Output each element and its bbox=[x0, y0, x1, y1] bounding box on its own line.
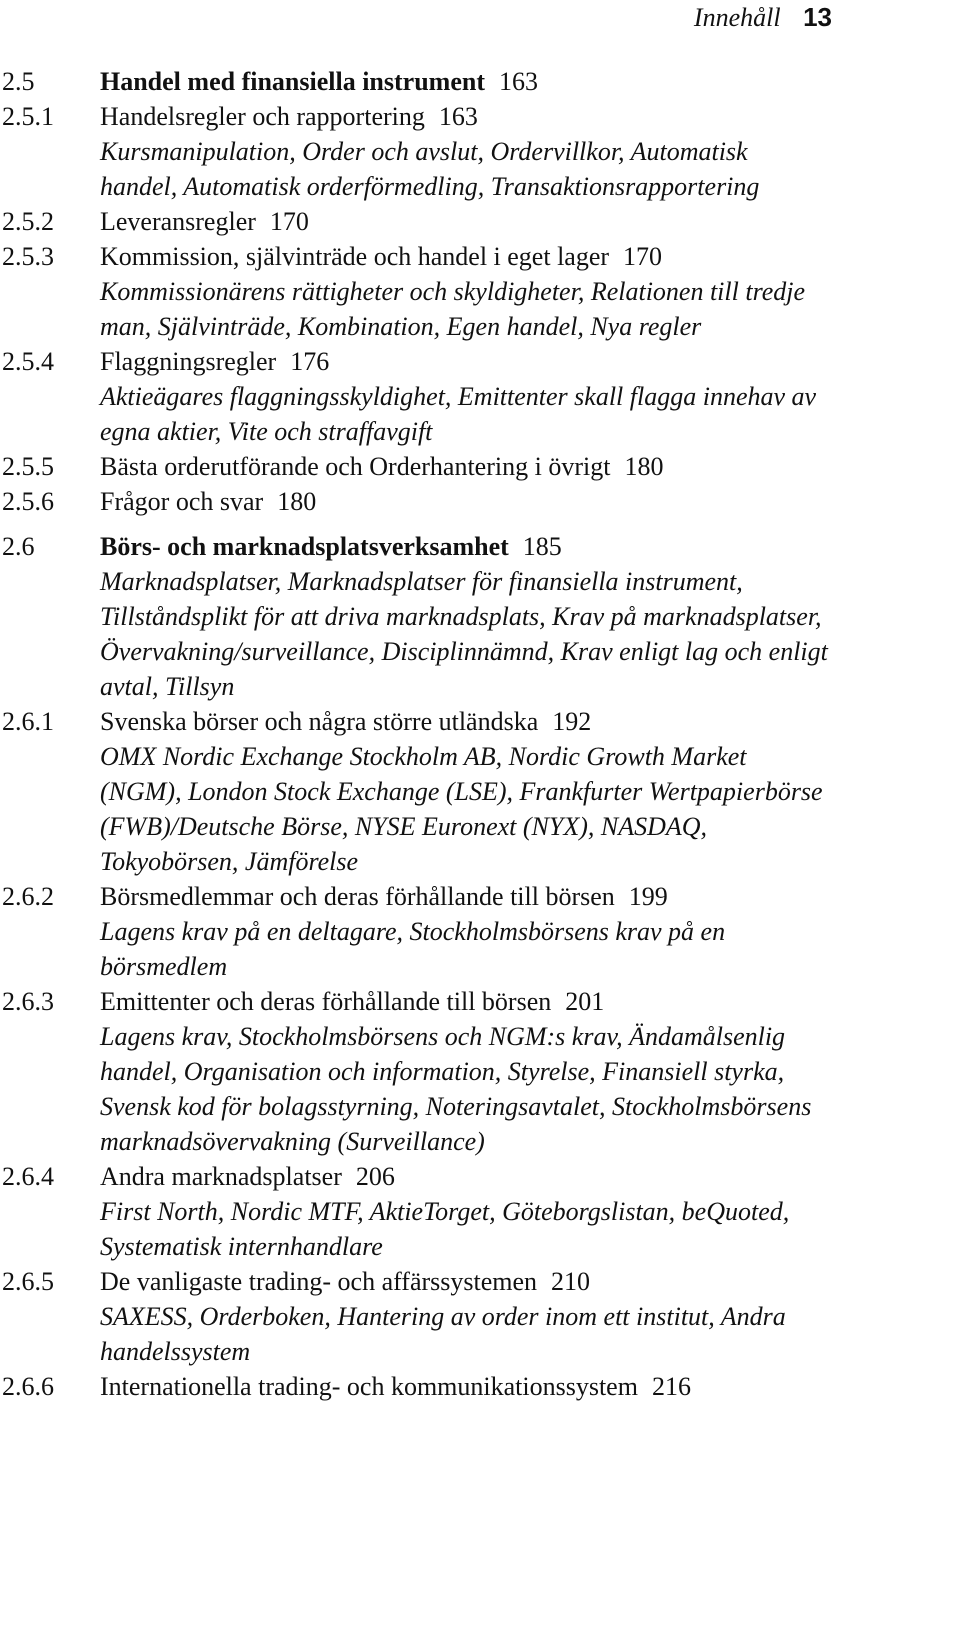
toc-entry bbox=[0, 529, 960, 704]
toc-entry bbox=[0, 1369, 960, 1404]
section-title-line bbox=[100, 239, 830, 274]
section-title: De vanligaste trading- och affärssystemen bbox=[100, 1267, 538, 1296]
section-page-number: 201 bbox=[565, 987, 605, 1016]
entry-content bbox=[100, 879, 960, 984]
toc-entry bbox=[0, 344, 960, 449]
toc-entry bbox=[0, 99, 960, 204]
toc-entry bbox=[0, 204, 960, 239]
section-page-number: 176 bbox=[290, 347, 330, 376]
section-title-line bbox=[100, 984, 830, 1019]
entry-content bbox=[100, 344, 960, 449]
section-subtopics: SAXESS, Orderboken, Hantering av order inom ett institut, Andra handelssystem bbox=[100, 1302, 786, 1366]
section-number: 2.5 bbox=[2, 67, 35, 96]
toc-entry bbox=[0, 704, 960, 879]
section-title-line bbox=[100, 1369, 830, 1404]
entry-content bbox=[100, 1159, 960, 1264]
section-page-number: 163 bbox=[498, 67, 538, 96]
toc-entry bbox=[0, 879, 960, 984]
toc-entry bbox=[0, 239, 960, 344]
section-title: Emittenter och deras förhållande till börsen bbox=[100, 987, 552, 1016]
section-page-number: 199 bbox=[628, 882, 668, 911]
section-title-line bbox=[100, 484, 830, 519]
section-title: Frågor och svar bbox=[100, 487, 264, 516]
section-page-number: 163 bbox=[438, 102, 478, 131]
section-number: 2.5.6 bbox=[2, 487, 54, 516]
section-title: Internationella trading- och kommunikationssystem bbox=[100, 1372, 638, 1401]
section-subtopics: Lagens krav på en deltagare, Stockholmsbörsens krav på en börsmedlem bbox=[100, 917, 726, 981]
section-title: Bästa orderutförande och Orderhantering i övrigt bbox=[100, 452, 611, 481]
section-title-line bbox=[100, 529, 830, 564]
section-title: Börs- och marknadsplatsverksamhet bbox=[100, 532, 509, 561]
section-title-line bbox=[100, 879, 830, 914]
table-of-contents bbox=[0, 64, 960, 1404]
section-number: 2.6.2 bbox=[2, 882, 54, 911]
entry-content bbox=[100, 99, 960, 204]
entry-content bbox=[100, 1369, 960, 1404]
section-title: Flaggningsregler bbox=[100, 347, 277, 376]
section-page-number: 210 bbox=[551, 1267, 591, 1296]
entry-content bbox=[100, 529, 960, 704]
section-number: 2.6.1 bbox=[2, 707, 54, 736]
toc-entry bbox=[0, 449, 960, 484]
section-number: 2.5.5 bbox=[2, 452, 54, 481]
section-page-number: 185 bbox=[522, 532, 562, 561]
section-title: Andra marknadsplatser bbox=[100, 1162, 342, 1191]
section-subtopics: Lagens krav, Stockholmsbörsens och NGM:s krav, Ändamålsenlig handel, Organisation och information, Styrelse, Finansiell styrka, Svensk kod för bolagsstyrning, Noteringsavtalet, Stockholmsbörsens marknadsövervakning (Surveillance) bbox=[100, 1022, 812, 1156]
section-number: 2.5.4 bbox=[2, 347, 54, 376]
section-title-line bbox=[100, 344, 830, 379]
section-page-number: 192 bbox=[552, 707, 592, 736]
section-title: Svenska börser och några större utländska bbox=[100, 707, 539, 736]
header-page-number: 13 bbox=[803, 2, 832, 32]
section-number: 2.6.5 bbox=[2, 1267, 54, 1296]
section-number: 2.5.3 bbox=[2, 242, 54, 271]
section-subtopics: OMX Nordic Exchange Stockholm AB, Nordic Growth Market (NGM), London Stock Exchange (LSE), Frankfurter Wertpapierbörse (FWB)/Deutsche Börse, NYSE Euronext (NYX), NASDAQ, Tokyobörsen, Jämförelse bbox=[100, 742, 823, 876]
section-title-line bbox=[100, 1159, 830, 1194]
section-number: 2.6.6 bbox=[2, 1372, 54, 1401]
section-subtopics: Kommissionärens rättigheter och skyldigheter, Relationen till tredje man, Självinträde, Kombination, Egen handel, Nya regler bbox=[100, 277, 806, 341]
section-page-number: 216 bbox=[651, 1372, 691, 1401]
section-page-number: 180 bbox=[277, 487, 317, 516]
section-title-line bbox=[100, 64, 830, 99]
section-subtopics: Aktieägares flaggningsskyldighet, Emittenter skall flagga innehav av egna aktier, Vite och straffavgift bbox=[100, 382, 817, 446]
section-title: Börsmedlemmar och deras förhållande till börsen bbox=[100, 882, 615, 911]
section-page-number: 206 bbox=[355, 1162, 395, 1191]
section-number: 2.5.2 bbox=[2, 207, 54, 236]
toc-entry bbox=[0, 1159, 960, 1264]
section-title-line bbox=[100, 1264, 830, 1299]
entry-content bbox=[100, 449, 960, 484]
section-number: 2.6 bbox=[2, 532, 35, 561]
toc-entry bbox=[0, 484, 960, 519]
section-title: Leveransregler bbox=[100, 207, 256, 236]
section-title-line bbox=[100, 99, 830, 134]
section-page-number: 170 bbox=[623, 242, 663, 271]
header-label: Innehåll bbox=[693, 3, 781, 32]
entry-content bbox=[100, 239, 960, 344]
section-subtopics: First North, Nordic MTF, AktieTorget, Göteborgslistan, beQuoted, Systematisk internhandlare bbox=[100, 1197, 790, 1261]
section-title: Handel med finansiella instrument bbox=[100, 67, 485, 96]
entry-content bbox=[100, 204, 960, 239]
page-header bbox=[694, 0, 832, 35]
section-title: Kommission, självinträde och handel i eget lager bbox=[100, 242, 610, 271]
section-title-line bbox=[100, 704, 830, 739]
toc-entry bbox=[0, 1264, 960, 1369]
section-title-line bbox=[100, 449, 830, 484]
entry-content bbox=[100, 1264, 960, 1369]
section-number: 2.6.4 bbox=[2, 1162, 54, 1191]
entry-content bbox=[100, 984, 960, 1159]
section-number: 2.5.1 bbox=[2, 102, 54, 131]
toc-entry bbox=[0, 984, 960, 1159]
section-subtopics: Kursmanipulation, Order och avslut, Ordervillkor, Automatisk handel, Automatisk orderförmedling, Transaktionsrapportering bbox=[100, 137, 760, 201]
section-page-number: 180 bbox=[624, 452, 664, 481]
entry-content bbox=[100, 704, 960, 879]
section-number: 2.6.3 bbox=[2, 987, 54, 1016]
toc-entry bbox=[0, 64, 960, 99]
section-title: Handelsregler och rapportering bbox=[100, 102, 425, 131]
entry-content bbox=[100, 484, 960, 519]
entry-content bbox=[100, 64, 960, 99]
section-page-number: 170 bbox=[269, 207, 309, 236]
section-subtopics: Marknadsplatser, Marknadsplatser för finansiella instrument, Tillståndsplikt för att driva marknadsplats, Krav på marknadsplatser, Övervakning/surveillance, Disciplinnämnd, Krav enligt lag och enligt avtal, Tillsyn bbox=[100, 567, 828, 701]
section-title-line bbox=[100, 204, 830, 239]
